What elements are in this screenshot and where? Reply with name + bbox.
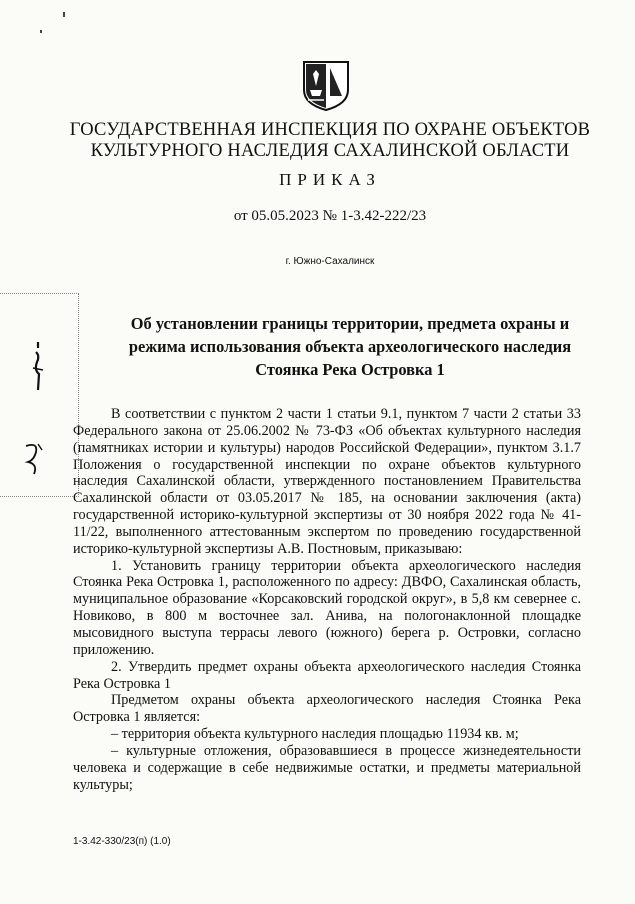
body-list-item-deposits: – культурные отложения, образовавшиеся в процессе жизнедеятельности человека и содержащие в себе недвижимые остатки, и предметы материальной культуры; xyxy=(73,742,581,793)
document-city: г. Южно-Сахалинск xyxy=(285,256,375,267)
organization-name xyxy=(60,120,600,162)
scan-speck xyxy=(63,12,65,17)
document-footer-code: 1-3.42-330/23(п) (1.0) xyxy=(73,836,171,847)
title-line-2: режима использования объекта археологического наследия xyxy=(128,337,572,356)
coat-of-arms-icon xyxy=(300,60,352,112)
title-line-3: Стоянка Река Островка 1 xyxy=(255,360,445,379)
body-paragraph-subject: Предметом охраны объекта археологического наследия Стоянка Река Островка 1 является: xyxy=(73,692,581,726)
signature-mark-icon xyxy=(30,340,46,392)
body-paragraph-preamble: В соответствии с пунктом 2 части 1 статьи 9.1, пунктом 7 части 2 статьи 33 Федерального закона от 25.06.2002 № 73-ФЗ «Об объектах культурного наследия (памятниках истории и культуры) народов Российской Федерации», пунктом 3.1.7 Положения о государственной инспекции по охране объектов культурного наследия Сахалинской области, утвержденного постановлением Правительства Сахалинской области от 03.05.2017 № 185, на основании заключения (акта) государственной историко-культурной экспертизы от 30 ноября 2022 года № 41-11/22, выполненного аттестованным экспертом по проведению государственной историко-культурной экспертизы А.В. Постновым, приказываю: xyxy=(73,406,581,557)
document-type: ПРИКАЗ xyxy=(279,170,381,189)
document-body xyxy=(73,406,581,793)
scan-speck xyxy=(40,30,42,33)
title-line-1: Об установлении границы территории, предмета охраны и xyxy=(130,314,570,333)
organization-line-2: КУЛЬТУРНОГО НАСЛЕДИЯ САХАЛИНСКОЙ ОБЛАСТИ xyxy=(90,141,570,161)
document-date-number: от 05.05.2023 № 1-3.42-222/23 xyxy=(233,208,427,224)
signature-mark-icon xyxy=(22,440,46,476)
body-paragraph-item-1: 1. Установить границу территории объекта археологического наследия Стоянка Река Островка 1, расположенного по адресу: ДВФО, Сахалинская область, муниципальное образование «Корсаковский городской округ», в 5,8 км севернее с. Новиково, в 800 м восточнее зал. Анива, на пологонаклонной площадке мысовидного выступа террасы левого (южного) берега р. Островки, согласно приложению. xyxy=(73,557,581,658)
document-title xyxy=(100,312,600,381)
body-list-item-territory: – территория объекта культурного наследия площадью 11934 кв. м; xyxy=(111,726,519,743)
body-paragraph-item-2: 2. Утвердить предмет охраны объекта археологического наследия Стоянка Река Островка 1 xyxy=(73,658,581,692)
organization-line-1: ГОСУДАРСТВЕННАЯ ИНСПЕКЦИЯ ПО ОХРАНЕ ОБЪЕКТОВ xyxy=(69,120,591,140)
